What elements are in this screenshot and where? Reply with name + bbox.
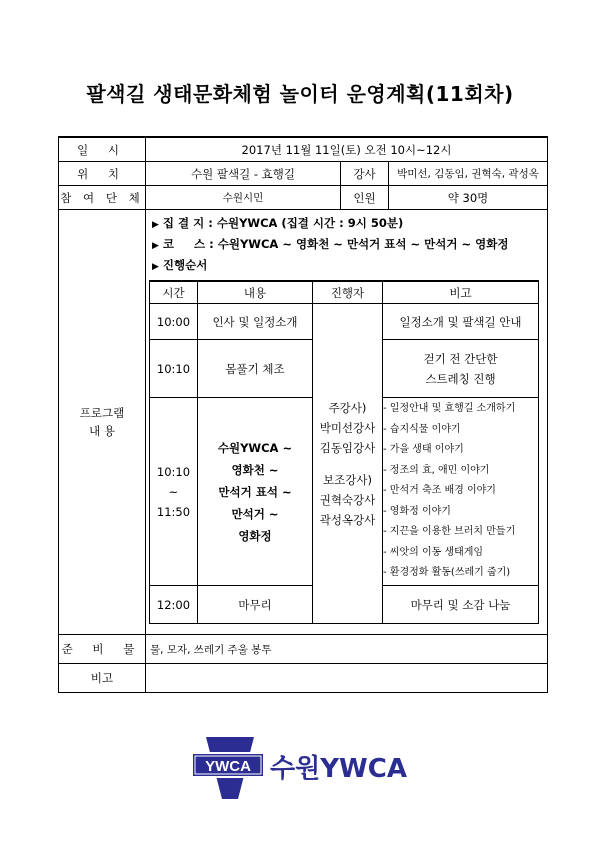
header-content: 내용: [198, 281, 313, 304]
instructor-value: 박미선, 김동임, 권혁숙, 곽성옥: [389, 162, 548, 186]
note-line: - 정조의 효, 애민 이야기: [383, 464, 490, 476]
time-line: 10:10: [156, 464, 191, 479]
remarks-value: [146, 664, 548, 693]
note-line: - 지끈을 이용한 브러치 만들기: [383, 526, 516, 538]
people-label: 인원: [341, 186, 389, 210]
leader-line: 권혁숙강사: [319, 492, 376, 507]
date-label: 일 시: [59, 137, 146, 162]
program-label: [59, 210, 146, 635]
leader-line: 박미선강사: [319, 420, 376, 435]
instructor-label: 강사: [341, 162, 389, 186]
course-text: 코 스 : 수원YWCA ~ 영화천 ~ 만석거 표석 ~ 만석거 ~ 영화정: [162, 237, 509, 251]
header-leader: 진행자: [313, 281, 383, 304]
time-cell: 10:00: [150, 304, 198, 340]
order-text: 진행순서: [162, 258, 208, 272]
people-value: 약 30명: [389, 186, 548, 210]
note-line: - 습지식물 이야기: [383, 423, 461, 435]
place-value: 수원 팔색길 - 효행길: [146, 162, 341, 186]
order-heading: [146, 256, 547, 277]
note-line: - 일정안내 및 효행길 소개하기: [383, 403, 516, 415]
note-cell: [383, 340, 539, 398]
ywca-logo: [190, 735, 420, 801]
triangle-bullet-icon: ▶: [152, 241, 159, 251]
remarks-label: 비고: [59, 664, 146, 693]
content-line: 만석거 표석 ~: [218, 484, 292, 499]
meeting-point: [146, 214, 547, 235]
supplies-label: 준 비 물: [59, 635, 146, 664]
meeting-text: 집 결 지 : 수원YWCA (집결 시간 : 9시 50분): [162, 216, 404, 230]
leader-line: 보조강사): [323, 472, 372, 487]
content-cell: 몸풀기 체조: [198, 340, 313, 398]
schedule-table: [149, 280, 539, 624]
note-cell: 일정소개 및 팔색길 안내: [383, 304, 539, 340]
leader-line: 김동임강사: [319, 440, 376, 455]
note-line: 스트레칭 진행: [425, 371, 496, 386]
participants-value: 수원시민: [146, 186, 341, 210]
header-time: 시간: [150, 281, 198, 304]
note-line: - 환경정화 활동(쓰레기 줍기): [383, 567, 511, 579]
plan-table: [58, 136, 548, 693]
note-cell: 마무리 및 소감 나눔: [383, 586, 539, 624]
schedule-header: [150, 281, 539, 304]
date-value: 2017년 11월 11일(토) 오전 10시~12시: [146, 137, 548, 162]
participants-label: 참 여 단 체: [59, 186, 146, 210]
content-line: 수원YWCA ~: [217, 440, 293, 455]
note-line: - 씨앗의 이동 생태게임: [383, 546, 484, 558]
place-label: 위 치: [59, 162, 146, 186]
triangle-bullet-icon: ▶: [152, 220, 159, 230]
document-title: 팔색길 생태문화체험 놀이터 운영계획(11회차): [86, 82, 514, 106]
time-line: 11:50: [156, 504, 191, 519]
note-line: - 만석거 축조 배경 이야기: [383, 485, 496, 497]
time-line: ~: [168, 484, 179, 499]
triangle-bullet-icon: ▶: [152, 262, 159, 272]
header-note: 비고: [383, 281, 539, 304]
content-line: 만석거 ~: [231, 506, 279, 521]
leader-spacer: [313, 458, 382, 470]
content-cell: 마무리: [198, 586, 313, 624]
supplies-value: 물, 모자, 쓰레기 주울 봉투: [146, 635, 548, 664]
program-label-line1: 프로그램: [79, 406, 125, 420]
time-cell: 12:00: [150, 586, 198, 624]
time-cell: 10:10: [150, 340, 198, 398]
content-cell: [198, 398, 313, 586]
note-cell: [383, 398, 539, 586]
note-line: - 영화정 이야기: [383, 505, 451, 517]
time-cell: [150, 398, 198, 586]
program-label-line2: 내 용: [89, 424, 115, 438]
row-supplies: [59, 635, 548, 664]
row-remarks: [59, 664, 548, 693]
course: [146, 235, 547, 256]
content-line: 영화정: [238, 528, 272, 543]
row-participants: [59, 186, 548, 210]
note-line: 걷기 전 간단한: [423, 351, 498, 366]
row-program: [59, 210, 548, 635]
logo-badge-text: YWCA: [205, 758, 251, 775]
program-content: [146, 210, 548, 635]
schedule-row: [150, 304, 539, 340]
leader-line: 주강사): [328, 400, 367, 415]
leaders-cell: [313, 304, 383, 624]
row-place: [59, 162, 548, 186]
content-cell: 인사 및 일정소개: [198, 304, 313, 340]
note-line: - 가을 생태 이야기: [383, 444, 464, 456]
logo-text: 수원YWCA: [270, 754, 407, 784]
leader-line: 곽성옥강사: [319, 512, 376, 527]
row-date: [59, 137, 548, 162]
content-line: 영화천 ~: [231, 462, 279, 477]
